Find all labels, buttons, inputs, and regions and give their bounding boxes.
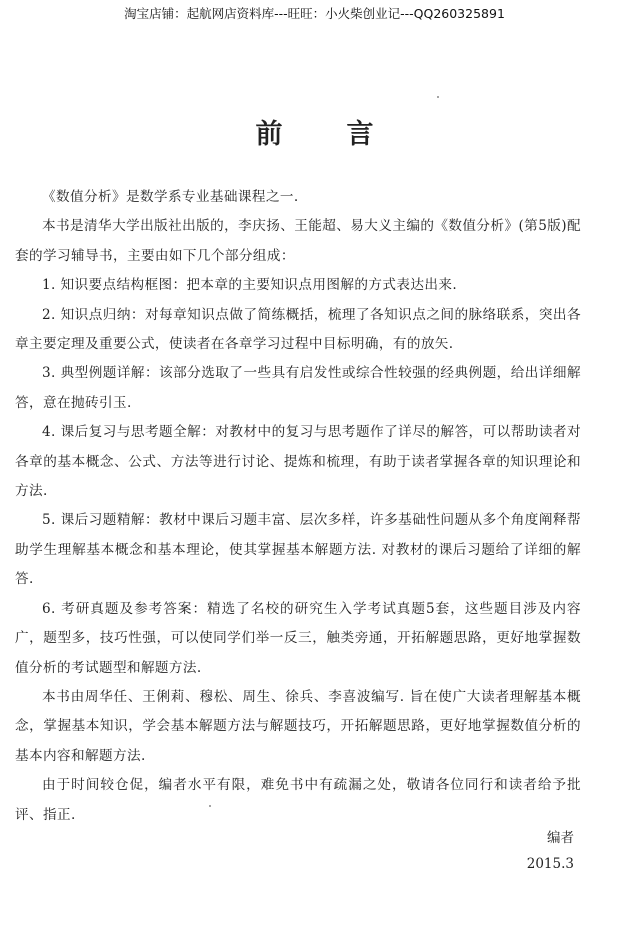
scan-speck xyxy=(437,96,439,98)
paragraph-item-5: 5. 课后习题精解：教材中课后习题丰富、层次多样，许多基础性问题从多个角度阐释帮助学生理解基本概念和基本理论，使其掌握基本解题方法. 对教材的课后习题给了详细的解答. xyxy=(15,512,581,588)
paragraph-item-4: 4. 课后复习与思考题全解：对教材中的复习与思考题作了详尽的解答，可以帮助读者对各章的基本概念、公式、方法等进行讨论、提炼和梳理，有助于读者掌握各章的知识理论和方法. xyxy=(15,424,581,500)
paragraph-item-6: 6. 考研真题及参考答案：精选了名校的研究生入学考试真题5套，这些题目涉及内容广，题型多，技巧性强，可以使同学们举一反三，触类旁通，开拓解题思路，更好地掌握数值分析的考试题型和解题方法. xyxy=(15,600,581,676)
preface-body xyxy=(15,183,581,830)
paragraph-book-origin: 本书是清华大学出版社出版的，李庆扬、王能超、易大义主编的《数值分析》(第5版)配套的学习辅导书，主要由如下几个部分组成： xyxy=(15,218,581,264)
page-title xyxy=(0,112,629,151)
paragraph-closing: 由于时间较仓促，编者水平有限，难免书中有疏漏之处，敬请各位同行和读者给予批评、指正. xyxy=(15,777,581,823)
paragraph-item-2: 2. 知识点归纳：对每章知识点做了简练概括，梳理了各知识点之间的脉络联系，突出各章主要定理及重要公式，使读者在各章学习过程中目标明确，有的放矢. xyxy=(15,306,581,353)
signature-date: 2015.3 xyxy=(526,856,574,872)
title-char-2: 言 xyxy=(346,119,374,150)
signature-author: 编者 xyxy=(547,830,574,846)
paragraph-item-1: 1. 知识要点结构框图：把本章的主要知识点用图解的方式表达出来. xyxy=(42,277,458,294)
paragraph-intro: 《数值分析》是数学系专业基础课程之一. xyxy=(42,189,299,205)
paragraph-item-3: 3. 典型例题详解：该部分选取了一些具有启发性或综合性较强的经典例题，给出详细解答，意在抛砖引玉. xyxy=(15,365,581,411)
title-char-1: 前 xyxy=(255,119,283,150)
scan-speck xyxy=(209,805,211,807)
paragraph-authors: 本书由周华任、王俐莉、穆松、周生、徐兵、李喜波编写. 旨在使广大读者理解基本概念，掌握基本知识，学会基本解题方法与解题技巧，开拓解题思路，更好地掌握数值分析的基本内容和解题方法. xyxy=(15,688,581,764)
watermark-banner: 淘宝店铺：起航网店资料库---旺旺：小火柴创业记---QQ260325891 xyxy=(124,6,505,21)
